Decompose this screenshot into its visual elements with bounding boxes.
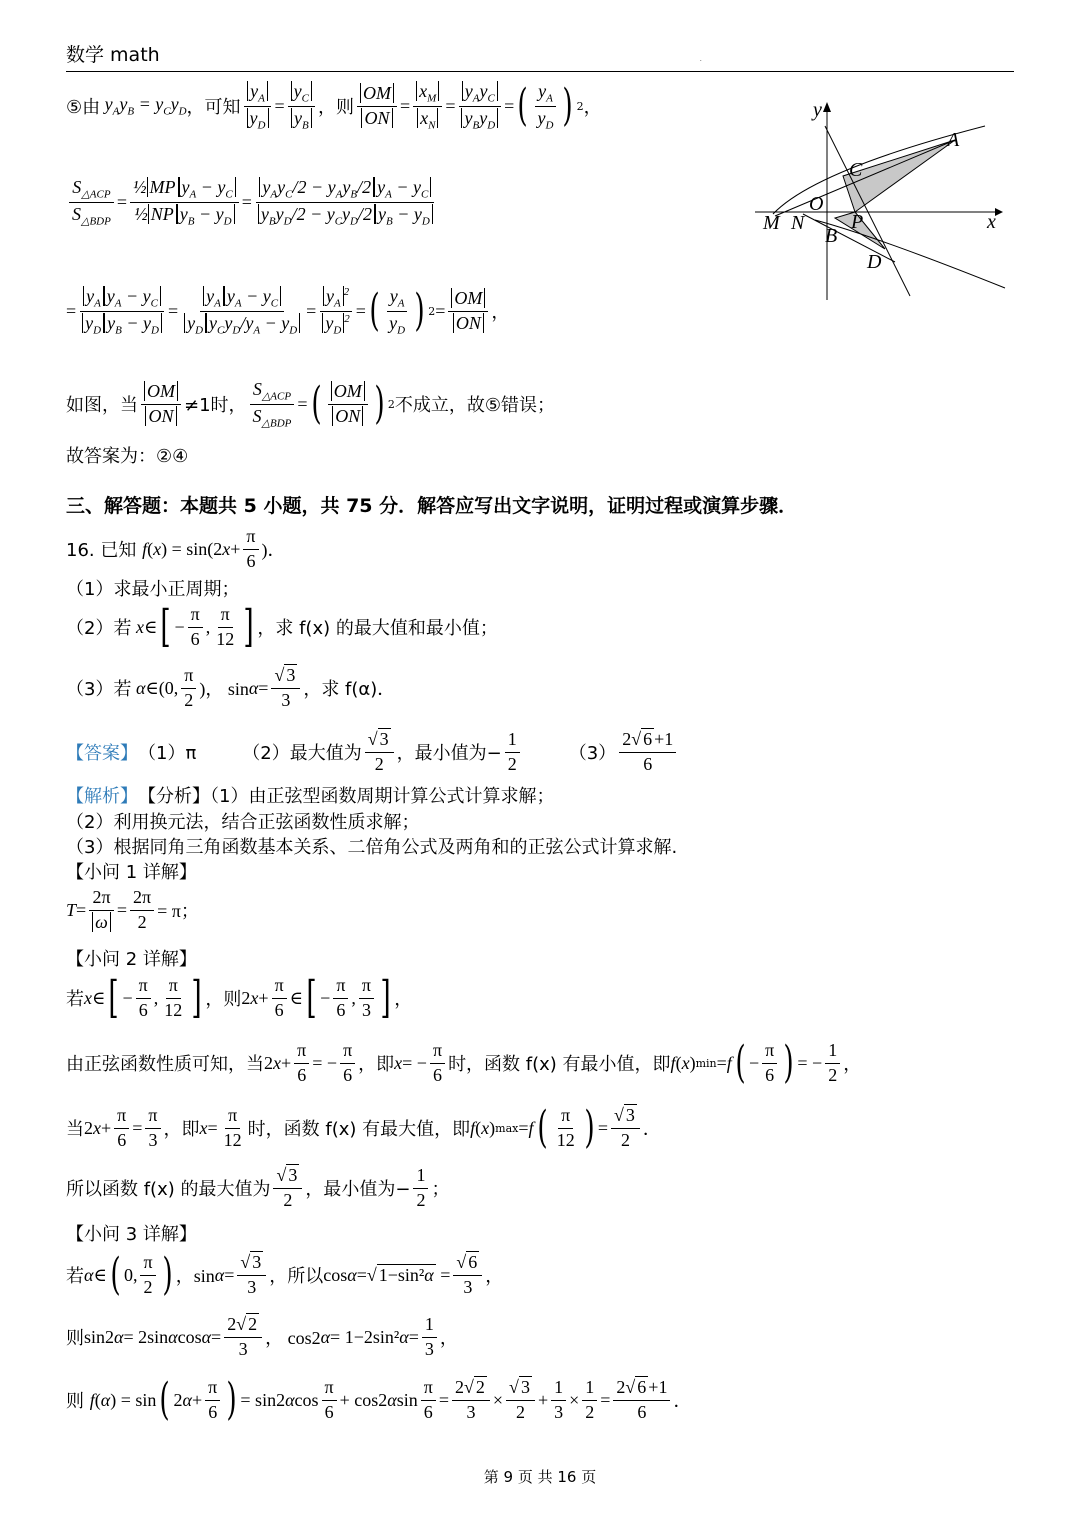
label-n: N bbox=[791, 212, 805, 234]
q16-s2-l4: 所以函数 f(x) 的最大值为 $\frac{√ 3}{2}$ ，最小值为− $\frac{1}{2}$ ； bbox=[66, 1165, 450, 1210]
q16-analysis3: （3）根据同角三角函数基本关系、二倍角公式及两角和的正弦公式计算求解. bbox=[66, 837, 678, 858]
q16-answer: 【答案】 （1）π （2）最大值为 $\frac{√ 3}{2}$ ，最小值为− $\frac{1}{2}$ （3） $\frac{2√ 6 +1}{6}$ bbox=[66, 724, 679, 780]
part5-line2: $\frac{S_{\triangle ACP}}{S_{\triangle BDP}}$ = $\frac{\frac{1}{2} MP y_A - y_C}{\frac{1}{2} NP y_B - y_D}$ = $\frac{y_Ay_C/2 - y_Ay_B/2 y_A - y_C}{y_By_D/2 - y_Cy_D/2 y_B - y_D}$ bbox=[66, 145, 439, 260]
label-y: y bbox=[813, 99, 822, 121]
q16-part1: （1）求最小正周期； bbox=[66, 579, 240, 600]
q16-part2: （2）若 x ∈ [ − $\frac{\pi}{6}$ , $\frac{\pi}{12}$ ] ，求 f(x) 的最大值和最小值； bbox=[66, 601, 498, 652]
label-p: P bbox=[851, 211, 864, 233]
label-a: A bbox=[947, 129, 960, 151]
label-m: M bbox=[763, 212, 780, 234]
q16-part3: （3）若 α ∈(0, $\frac{\pi}{2}$ )， sin α = $\frac{√ 3}{3}$ ，求 f(α)． bbox=[66, 665, 396, 710]
q16-stem: 16. 已知 f ( x ) = sin(2 x + $\frac{\pi}{6}$ )． bbox=[66, 526, 286, 571]
curve-lower bbox=[815, 220, 1005, 288]
part5-answer: 故答案为：②④ bbox=[66, 446, 189, 467]
q16-sub1: 【小问 1 详解】 bbox=[66, 862, 197, 883]
q16-s3-l3: 则 f ( α ) = sin ( 2 α + $\frac{\pi}{6}$ ) = sin2 α cos $\frac{\pi}{6}$ + cos2 α sin $\frac{\pi}{6}$ = $\frac{2√ 2}{3}$ × $\frac{√ 3}{2}$ + $\frac{1}{3}$ × $\frac{1}{2}$ = $\frac{2√ 6 +1}{6}$ ． bbox=[66, 1374, 692, 1425]
section3-title: 三、解答题：本题共 5 小题，共 75 分．解答应写出文字说明，证明过程或演算步骤． bbox=[66, 495, 798, 517]
label-x: x bbox=[987, 211, 996, 233]
q16-sub3: 【小问 3 详解】 bbox=[66, 1224, 197, 1245]
label-o: O bbox=[809, 193, 824, 215]
q16-s2-l2: 由正弦函数性质可知，当 2 x + $\frac{\pi}{6}$ = − $\frac{\pi}{6}$ ，即 x = − $\frac{\pi}{6}$ 时，函数 f(x) 有最小值，即 f ( x ) min = f ( − $\frac{\pi}{6}$ ) = − $\frac{1}{2}$ ， bbox=[66, 1037, 862, 1088]
label-c: C bbox=[849, 159, 863, 181]
q16-analysis2: （2）利用换元法，结合正弦函数性质求解； bbox=[66, 812, 420, 833]
page-footer: 第 9 页 共 16 页 bbox=[483, 1468, 597, 1486]
q16-s2-l3: 当 2 x + $\frac{\pi}{6}$ = $\frac{\pi}{3}$ ，即 x = $\frac{\pi}{12}$ 时，函数 f(x) 有最大值，即 f ( x ) max = f ( $\frac{\pi}{12}$ ) = $\frac{√ 3}{2}$ ． bbox=[66, 1102, 661, 1153]
label-b: B bbox=[825, 225, 838, 247]
q16-analysis: 【解析】 【分析】（1）由正弦型函数周期计算公式计算求解； bbox=[66, 786, 555, 807]
q16-sub2: 【小问 2 详解】 bbox=[66, 949, 197, 970]
part5-conclusion: 如图，当 $\frac{OM}{ON}$ ≠1时， $\frac{S_{\triangle ACP}}{S_{\triangle BDP}}$ = ( $\frac{OM}{ON}$ ) 2 不成立，故⑤错误； bbox=[66, 378, 556, 430]
q16-s3-l1: 若 α ∈ ( 0, $\frac{\pi}{2}$ ) ，sin α = $\frac{√ 3}{3}$ ，所以 cos α =√ 1−sin²α = $\frac{√ 6}{3}$ ， bbox=[66, 1249, 504, 1300]
page-header: 数学 math . bbox=[66, 40, 1014, 72]
header-title: 数学 math bbox=[66, 44, 160, 66]
label-d: D bbox=[867, 251, 882, 273]
q16-s1-eq: T = $\frac{2\pi}{\omega}$ = $\frac{2\pi}{2}$ = π； bbox=[66, 887, 199, 932]
part5-line1: ⑤由 $y_Ay_B = y_Cy_D$ ，可知 $\frac{y_A}{y_D}$ = $\frac{y_C}{y_B}$ ，则 $\frac{OM}{ON}$ = $\frac{x_M}{x_N}$ = $\frac{y_Ay_C}{y_By_D}$ = ( $\frac{y_A}{y_D}$ ) 2 ， bbox=[66, 80, 602, 132]
q16-s2-l1: 若 x ∈ [ − $\frac{\pi}{6}$ , $\frac{\pi}{12}$ ] ，则 2 x + $\frac{\pi}{6}$ ∈ [ − $\frac{\pi}{6}$ , $\frac{\pi}{3}$ ] ， bbox=[66, 972, 413, 1023]
part5-line3: = $\frac{y_A y_A - y_C}{y_D y_B - y_D}$ = $\frac{y_A y_A - y_C}{y_D y_Cy_D/y_A - y_D}$ = $\frac{y_A^2}{y_D^2}$ = ( $\frac{y_A}{y_D}$ ) 2 = $\frac{OM}{ON}$ ， bbox=[66, 285, 510, 337]
q16-s3-l2: 则 sin2 α = 2sin α cos α = $\frac{2√ 2}{3}$ ， cos2 α = 1−2sin² α = $\frac{1}{3}$ ， bbox=[66, 1314, 458, 1359]
geometry-figure bbox=[755, 96, 1015, 306]
